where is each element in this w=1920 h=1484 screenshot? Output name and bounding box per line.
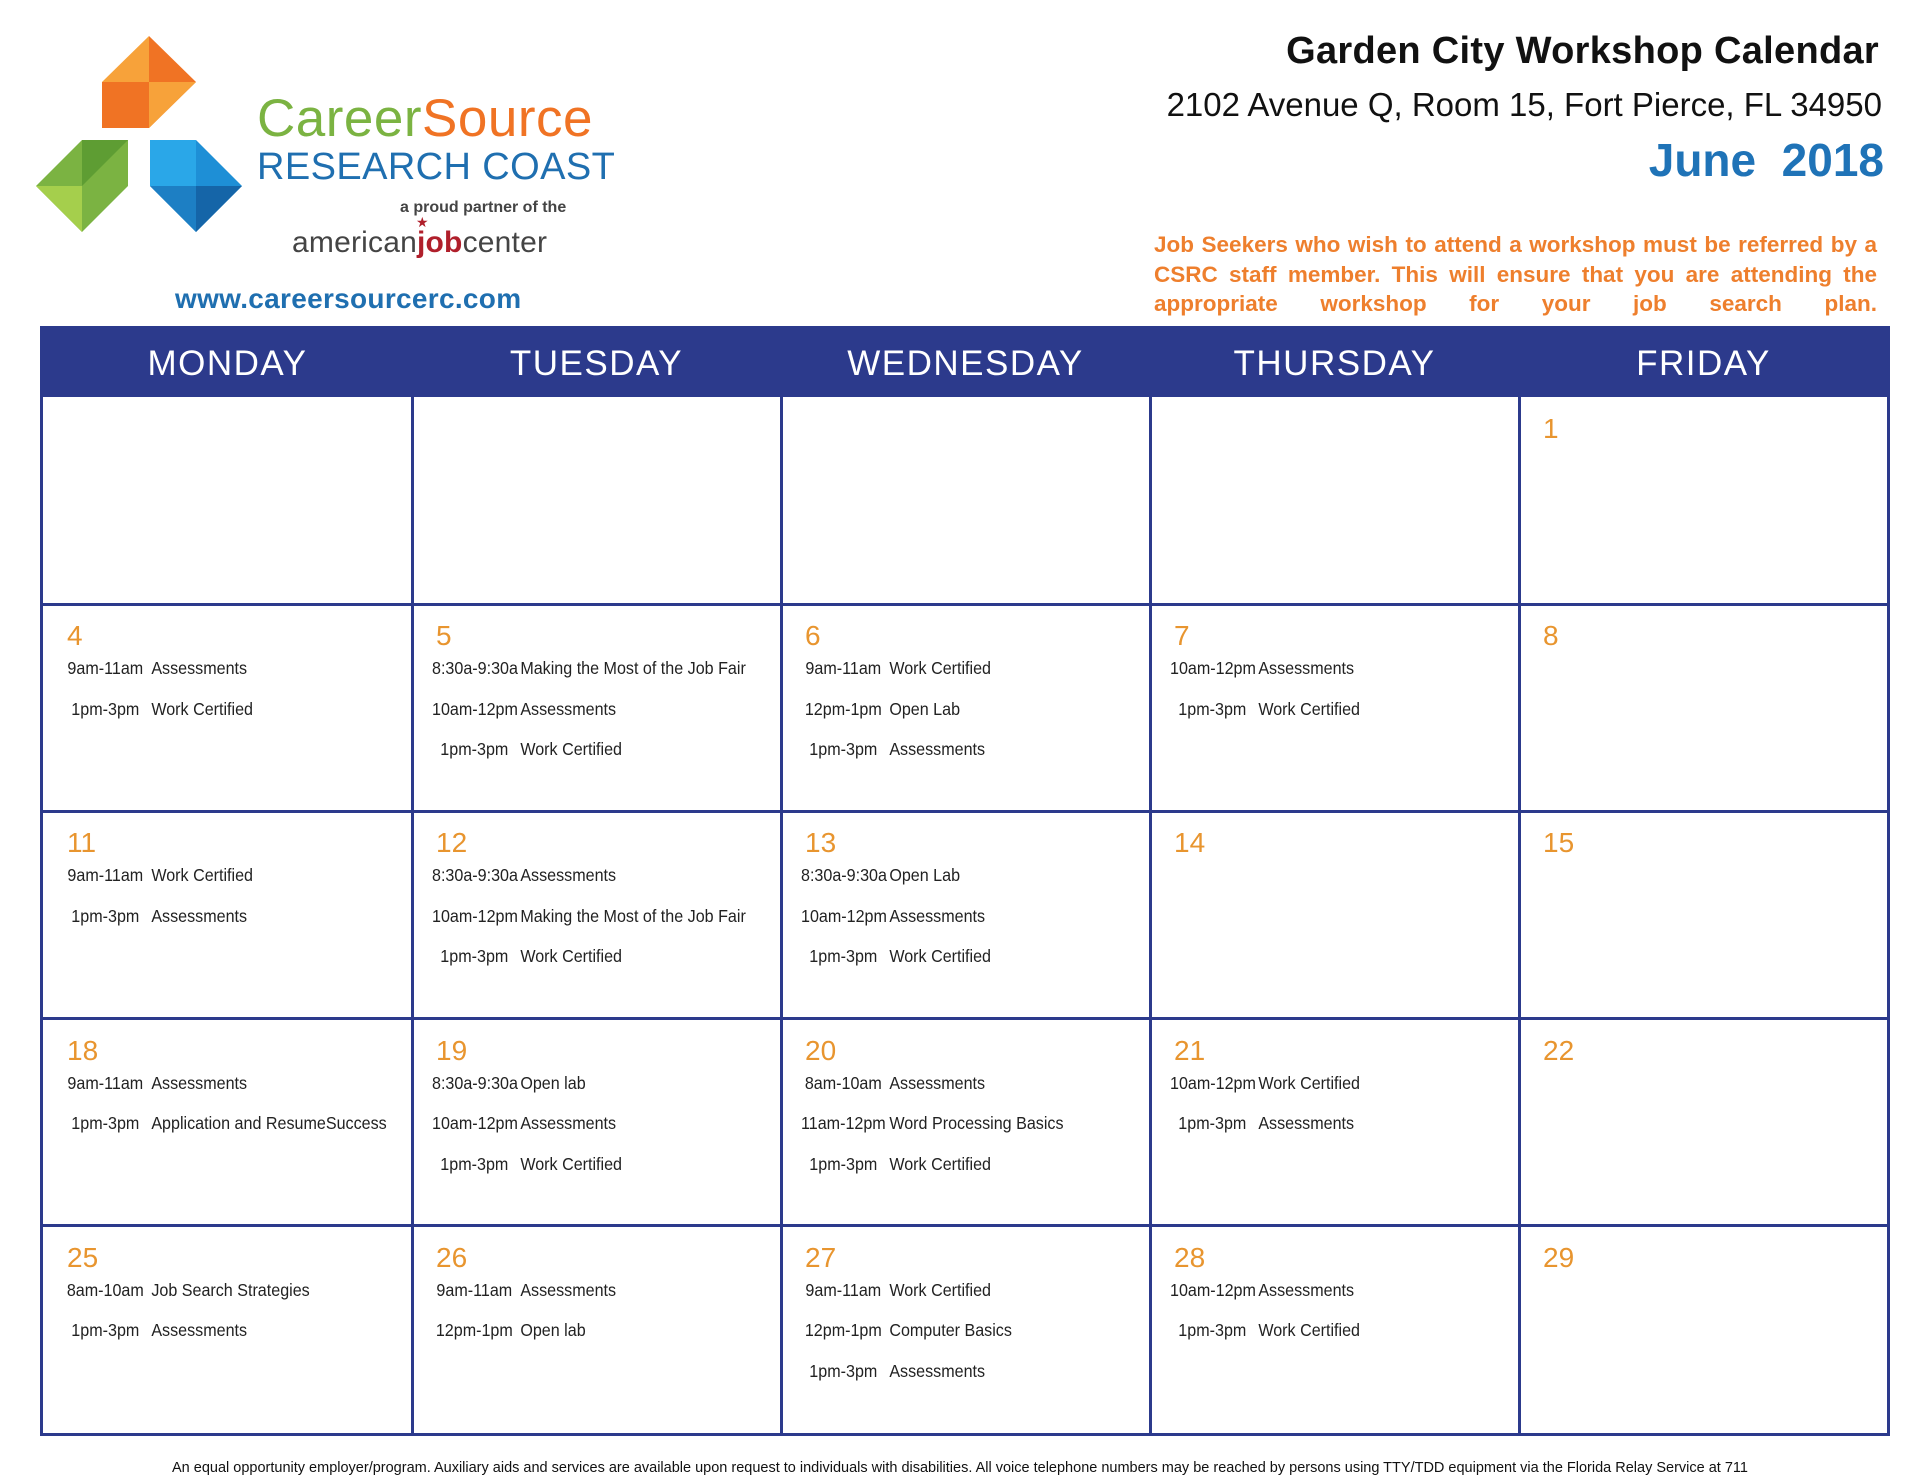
workshop-event [63,1320,247,1341]
workshop-event [801,1320,1012,1341]
workshop-event [432,658,746,679]
event-title: Assessments [151,905,248,926]
day-number: 7 [1174,620,1190,652]
day-cell [45,1228,411,1432]
event-time: 8am-10am [66,1279,144,1300]
day-number: 5 [436,620,452,652]
event-time: 1pm-3pm [71,905,140,926]
event-title: Work Certified [151,698,254,719]
day-number: 4 [67,620,83,652]
day-number: 28 [1174,1241,1206,1273]
day-cell [1521,1228,1887,1432]
event-title: Open Lab [889,698,961,719]
event-time: 9am-11am [436,1279,513,1300]
workshop-event [1170,1073,1360,1094]
workshop-event [432,1113,616,1134]
day-cell [1152,813,1518,1017]
event-time: 1pm-3pm [440,1153,509,1174]
event-title: Job Search Strategies [151,1279,310,1300]
workshop-event [1170,1320,1360,1341]
event-time: 9am-11am [67,865,144,886]
event-time: 10am-12pm [432,905,518,926]
workshop-event [801,699,960,720]
workshop-event [63,699,253,720]
event-time: 12pm-1pm [435,1320,513,1341]
workshop-event [801,1154,991,1175]
event-title: Work Certified [520,946,623,967]
day-number: 14 [1174,827,1206,859]
event-title: Assessments [889,905,986,926]
event-title: Word Processing Basics [889,1113,1064,1134]
event-title: Making the Most of the Job Fair [520,905,746,926]
event-title: Work Certified [889,1279,992,1300]
event-title: Assessments [889,1360,986,1381]
event-time: 8:30a-9:30a [801,865,887,886]
footer-disclaimer: An equal opportunity employer/program. Auxiliary aids and services are available upon request to individuals with disabilities. All voice telephone numbers may be reached by persons using TTY/TDD equipment via the Florida Relay Service at 711 [172,1460,1748,1476]
event-title: Open lab [520,1320,586,1341]
workshop-event [432,1154,622,1175]
event-time: 8:30a-9:30a [432,658,518,679]
event-time: 10am-12pm [1170,1072,1256,1093]
event-time: 9am-11am [805,658,882,679]
day-cell [414,1021,780,1225]
event-time: 10am-12pm [1170,658,1256,679]
workshop-event [63,658,247,679]
day-number: 8 [1543,620,1559,652]
event-time: 11am-12pm [801,1113,886,1134]
day-cell [783,606,1149,810]
day-cell [783,1228,1149,1432]
day-number: 19 [436,1034,468,1066]
day-number: 29 [1543,1241,1575,1273]
event-time: 1pm-3pm [71,698,140,719]
event-title: Work Certified [520,1153,623,1174]
day-cell [414,606,780,810]
event-time: 8am-10am [804,1072,882,1093]
day-cell [414,1228,780,1432]
day-number: 15 [1543,827,1575,859]
event-title: Assessments [520,1279,617,1300]
event-time: 1pm-3pm [809,946,878,967]
workshop-event [801,946,991,967]
workshop-event [432,1280,616,1301]
event-title: Making the Most of the Job Fair [520,658,746,679]
event-time: 8:30a-9:30a [432,865,518,886]
day-number: 27 [805,1241,837,1273]
event-time: 1pm-3pm [1178,698,1247,719]
day-cell [45,606,411,810]
weekday-tuesday: TUESDAY [509,344,684,383]
event-title: Work Certified [889,658,992,679]
event-title: Assessments [151,1320,248,1341]
event-time: 10am-12pm [432,1113,518,1134]
event-title: Work Certified [1258,1320,1361,1341]
event-title: Work Certified [1258,698,1361,719]
event-time: 1pm-3pm [809,1153,878,1174]
event-time: 9am-11am [805,1279,882,1300]
workshop-event [1170,658,1354,679]
event-title: Work Certified [151,865,254,886]
workshop-event [63,1113,387,1134]
event-title: Assessments [520,865,617,886]
american-job-center-logo: americanjobcenter [292,226,548,259]
event-time: 1pm-3pm [440,739,509,760]
workshop-event [801,906,985,927]
event-time: 10am-12pm [1170,1279,1256,1300]
day-cell [1152,399,1518,603]
day-cell [1521,1021,1887,1225]
workshop-event [801,739,985,760]
day-number: 18 [67,1034,99,1066]
event-title: Assessments [520,698,617,719]
event-title: Work Certified [889,1153,992,1174]
calendar-title: Garden City Workshop Calendar [1286,30,1879,72]
day-cell [783,399,1149,603]
workshop-event [63,1073,247,1094]
day-number: 12 [436,827,468,859]
workshop-event [801,1113,1064,1134]
day-number: 26 [436,1241,468,1273]
workshop-event [63,1280,310,1301]
event-time: 1pm-3pm [1178,1113,1247,1134]
workshop-event [432,946,622,967]
event-time: 1pm-3pm [1178,1320,1247,1341]
day-cell [414,813,780,1017]
day-cell [1521,606,1887,810]
event-time: 9am-11am [67,1072,144,1093]
event-time: 1pm-3pm [71,1113,140,1134]
workshop-event [801,1073,985,1094]
event-time: 1pm-3pm [809,1360,878,1381]
event-time: 10am-12pm [432,698,518,719]
day-number: 22 [1543,1034,1575,1066]
day-cell [45,813,411,1017]
event-title: Assessments [889,739,986,760]
careersource-logo-icon [36,36,246,246]
event-title: Assessments [520,1113,617,1134]
brand-subtitle: RESEARCH COAST [257,146,616,188]
event-title: Assessments [151,658,248,679]
calendar-address: 2102 Avenue Q, Room 15, Fort Pierce, FL 34950 [1166,86,1882,123]
workshop-event [63,906,247,927]
workshop-event [432,699,616,720]
event-title: Assessments [1258,1279,1355,1300]
event-title: Assessments [889,1072,986,1093]
brand-name: CareerSource [257,89,593,148]
workshop-event [63,865,253,886]
day-number: 13 [805,827,837,859]
weekday-monday: MONDAY [147,344,308,383]
day-cell [1521,399,1887,603]
weekday-header [43,329,1887,397]
day-number: 25 [67,1241,99,1273]
day-cell [1521,813,1887,1017]
workshop-event [1170,1280,1354,1301]
event-time: 9am-11am [67,658,144,679]
event-title: Work Certified [520,739,623,760]
event-time: 12pm-1pm [804,1320,882,1341]
workshop-event [801,1361,985,1382]
referral-notice: Job Seekers who wish to attend a workshop must be referred by a CSRC staff member. This will ensure that you are attending the appropriate workshop for your job search plan. [1154,232,1877,316]
website-link[interactable]: www.careersourcerc.com [175,283,522,314]
workshop-event [801,658,991,679]
event-time: 1pm-3pm [71,1320,140,1341]
weekday-wednesday: WEDNESDAY [847,344,1084,383]
workshop-event [432,1320,586,1341]
day-cell [1152,1021,1518,1225]
day-cell [1152,1228,1518,1432]
day-number: 6 [805,620,821,652]
event-title: Work Certified [1258,1072,1361,1093]
day-cell [1152,606,1518,810]
workshop-event [432,1073,586,1094]
brand-partner-text: a proud partner of the [400,199,567,216]
day-cell [414,399,780,603]
weekday-friday: FRIDAY [1636,344,1771,383]
day-cell [783,813,1149,1017]
event-title: Assessments [151,1072,248,1093]
event-time: 1pm-3pm [809,739,878,760]
day-cell [45,399,411,603]
workshop-event [801,865,960,886]
calendar-month: June 2018 [1648,134,1884,186]
weekday-thursday: THURSDAY [1233,344,1436,383]
workshop-event [801,1280,991,1301]
day-number: 11 [67,827,97,859]
day-cell [783,1021,1149,1225]
day-cell [45,1021,411,1225]
day-number: 21 [1174,1034,1206,1066]
event-title: Work Certified [889,946,992,967]
event-time: 12pm-1pm [804,698,882,719]
workshop-event [432,906,746,927]
calendar-grid [40,326,1890,1436]
workshop-event [1170,1113,1354,1134]
workshop-event [432,865,616,886]
star-icon: ★ [416,214,429,230]
event-title: Open Lab [889,865,961,886]
event-title: Open lab [520,1072,586,1093]
event-title: Application and ResumeSuccess [151,1113,387,1134]
day-number: 1 [1543,413,1559,444]
event-title: Assessments [1258,658,1355,679]
event-title: Computer Basics [889,1320,1012,1341]
workshop-event [1170,699,1360,720]
day-number: 20 [805,1034,837,1066]
event-time: 1pm-3pm [440,946,509,967]
event-time: 10am-12pm [801,905,887,926]
event-title: Assessments [1258,1113,1355,1134]
workshop-event [432,739,622,760]
event-time: 8:30a-9:30a [432,1072,518,1093]
